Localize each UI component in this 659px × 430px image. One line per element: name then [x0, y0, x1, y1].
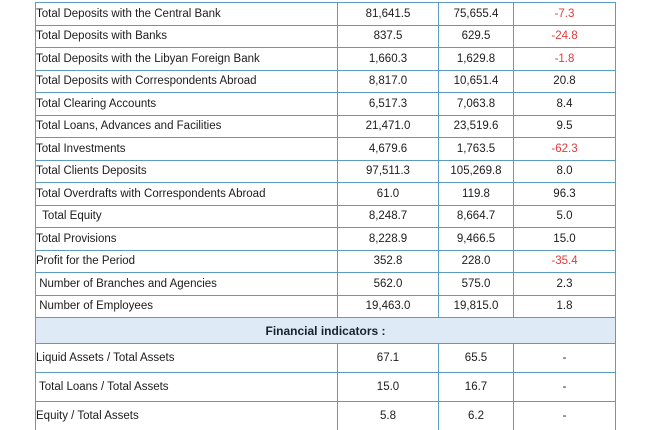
row-change: 1.8 [514, 295, 616, 318]
row-label: Total Deposits with the Central Bank [36, 3, 338, 26]
table-row [36, 344, 616, 373]
row-label: Profit for the Period [36, 250, 338, 273]
row-label: Total Provisions [36, 228, 338, 251]
row-label: Total Clearing Accounts [36, 93, 338, 116]
row-value-1: 6,517.3 [338, 93, 439, 116]
row-value-1: 19,463.0 [338, 295, 439, 318]
table-row [36, 48, 616, 71]
row-value-2: 19,815.0 [439, 295, 514, 318]
row-value-1: 61.0 [338, 183, 439, 206]
row-value-2: 16.7 [439, 373, 514, 402]
row-value-1: 21,471.0 [338, 115, 439, 138]
row-change: 8.0 [514, 160, 616, 183]
row-label: Total Deposits with Banks [36, 25, 338, 48]
financial-summary-table [35, 2, 616, 430]
row-value-2: 9,466.5 [439, 228, 514, 251]
row-value-2: 6.2 [439, 402, 514, 430]
row-value-1: 5.8 [338, 402, 439, 430]
row-change: -24.8 [514, 25, 616, 48]
row-value-1: 67.1 [338, 344, 439, 373]
table-row [36, 25, 616, 48]
table-row [36, 138, 616, 161]
row-change: 96.3 [514, 183, 616, 206]
row-value-1: 562.0 [338, 273, 439, 296]
row-value-2: 7,063.8 [439, 93, 514, 116]
row-change: -1.8 [514, 48, 616, 71]
row-value-2: 629.5 [439, 25, 514, 48]
row-label: Equity / Total Assets [36, 402, 338, 430]
row-change: 2.3 [514, 273, 616, 296]
row-value-1: 1,660.3 [338, 48, 439, 71]
row-change: 5.0 [514, 205, 616, 228]
row-value-2: 119.8 [439, 183, 514, 206]
row-label: Total Loans, Advances and Facilities [36, 115, 338, 138]
row-value-1: 4,679.6 [338, 138, 439, 161]
table-row [36, 70, 616, 93]
row-value-1: 8,817.0 [338, 70, 439, 93]
row-value-1: 15.0 [338, 373, 439, 402]
row-value-1: 81,641.5 [338, 3, 439, 26]
row-change: 9.5 [514, 115, 616, 138]
row-label: Liquid Assets / Total Assets [36, 344, 338, 373]
table-row [36, 228, 616, 251]
row-value-2: 1,629.8 [439, 48, 514, 71]
table-row [36, 273, 616, 296]
table-row [36, 295, 616, 318]
row-label: Total Deposits with Correspondents Abroad [36, 70, 338, 93]
table-row [36, 183, 616, 206]
row-change: 15.0 [514, 228, 616, 251]
row-value-1: 97,511.3 [338, 160, 439, 183]
table-row [36, 402, 616, 430]
row-label: Number of Employees [36, 295, 338, 318]
row-label: Number of Branches and Agencies [36, 273, 338, 296]
row-change: -7.3 [514, 3, 616, 26]
table-row [36, 3, 616, 26]
row-change: - [514, 373, 616, 402]
row-value-2: 105,269.8 [439, 160, 514, 183]
table-row [36, 373, 616, 402]
table-row [36, 160, 616, 183]
row-value-2: 23,519.6 [439, 115, 514, 138]
row-label: Total Clients Deposits [36, 160, 338, 183]
row-value-2: 10,651.4 [439, 70, 514, 93]
row-value-1: 352.8 [338, 250, 439, 273]
row-value-2: 575.0 [439, 273, 514, 296]
section-header-label: Financial indicators : [36, 318, 616, 344]
row-label: Total Loans / Total Assets [36, 373, 338, 402]
row-label: Total Deposits with the Libyan Foreign Bank [36, 48, 338, 71]
row-label: Total Overdrafts with Correspondents Abroad [36, 183, 338, 206]
row-change: - [514, 344, 616, 373]
row-value-1: 8,228.9 [338, 228, 439, 251]
row-label: Total Investments [36, 138, 338, 161]
financial-table-body [36, 3, 616, 430]
row-value-2: 75,655.4 [439, 3, 514, 26]
row-change: -62.3 [514, 138, 616, 161]
row-value-2: 1,763.5 [439, 138, 514, 161]
row-change: -35.4 [514, 250, 616, 273]
table-row [36, 205, 616, 228]
row-change: 8.4 [514, 93, 616, 116]
row-value-2: 65.5 [439, 344, 514, 373]
table-row [36, 115, 616, 138]
table-row [36, 250, 616, 273]
row-label: Total Equity [36, 205, 338, 228]
row-change: 20.8 [514, 70, 616, 93]
section-header-row [36, 318, 616, 344]
row-value-2: 8,664.7 [439, 205, 514, 228]
row-value-2: 228.0 [439, 250, 514, 273]
row-change: - [514, 402, 616, 430]
row-value-1: 8,248.7 [338, 205, 439, 228]
row-value-1: 837.5 [338, 25, 439, 48]
table-row [36, 93, 616, 116]
